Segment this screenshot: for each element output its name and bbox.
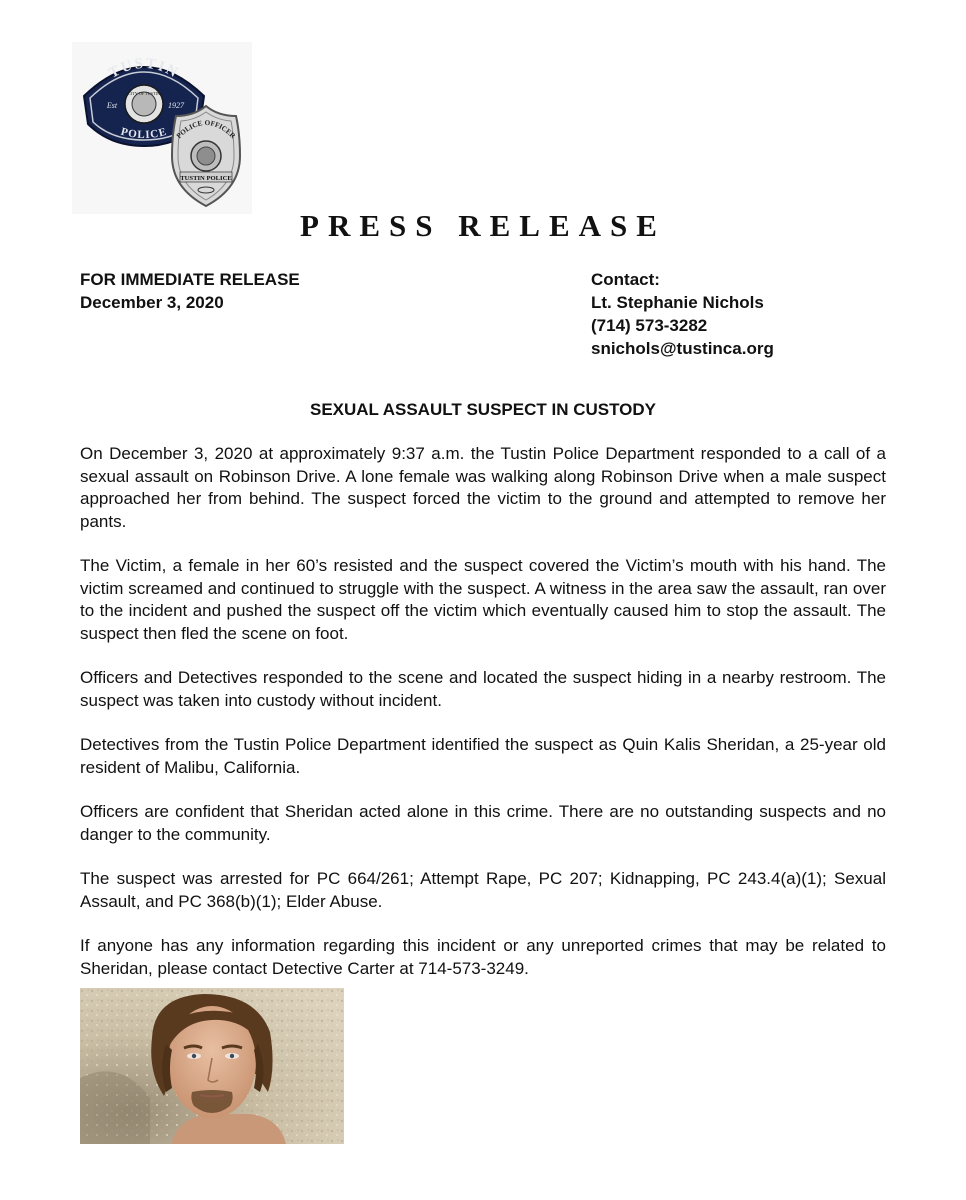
paragraph: If anyone has any information regarding this incident or any unreported crimes that may be related to Sheridan, please contact Detective Carter at 714-573-3249. <box>80 936 886 978</box>
tustin-police-logo <box>72 42 252 214</box>
release-info <box>80 268 300 314</box>
suspect-photo <box>80 988 344 1144</box>
paragraph: The Victim, a female in her 60’s resisted and the suspect covered the Victim’s mouth with his hand. The victim screamed and continued to struggle with the suspect. A witness in the area saw the assault, ran over to the incident and pushed the suspect off the victim which eventually caused him to stop the assault. The suspect then fled the scene on foot. <box>80 556 886 643</box>
officer-badge-icon <box>168 104 244 208</box>
patch-year-text: 1927 <box>168 101 184 110</box>
release-status: FOR IMMEDIATE RELEASE <box>80 270 300 289</box>
patch-top-text: TUSTIN <box>106 55 182 82</box>
headline: SEXUAL ASSAULT SUSPECT IN CUSTODY <box>309 400 657 419</box>
suspect-portrait-image <box>80 988 344 1144</box>
patch-seal-text: CITY OF TUSTIN <box>128 91 160 96</box>
badge-top-text: POLICE OFFICER <box>175 118 237 141</box>
contact-phone: (714) 573-3282 <box>591 316 708 335</box>
patch-est-text: Est <box>106 101 118 110</box>
patch-bottom-text: POLICE <box>119 125 169 142</box>
release-date: December 3, 2020 <box>80 293 224 312</box>
contact-name: Lt. Stephanie Nichols <box>591 293 764 312</box>
press-release-title: PRESS RELEASE <box>300 208 666 243</box>
contact-label: Contact: <box>591 270 660 289</box>
paragraph: On December 3, 2020 at approximately 9:37 a.m. the Tustin Police Department responded to a call of a sexual assault on Robinson Drive. A lone female was walking along Robinson Drive when a male suspect approached her from behind. The suspect forced the victim to the ground and attempted to remove her pants. <box>80 444 886 531</box>
paragraph: Detectives from the Tustin Police Department identified the suspect as Quin Kalis Sheridan, a 25-year old resident of Malibu, California. <box>80 735 886 777</box>
contact-info <box>591 268 774 360</box>
paragraph: Officers and Detectives responded to the scene and located the suspect hiding in a nearby restroom. The suspect was taken into custody without incident. <box>80 668 886 710</box>
contact-email: snichols@tustinca.org <box>591 339 774 358</box>
badge-bottom-text: TUSTIN POLICE <box>180 175 232 182</box>
paragraph: Officers are confident that Sheridan acted alone in this crime. There are no outstanding suspects and no danger to the community. <box>80 802 886 844</box>
paragraph: The suspect was arrested for PC 664/261; Attempt Rape, PC 207; Kidnapping, PC 243.4(a)(1); Sexual Assault, and PC 368(b)(1); Elder Abuse. <box>80 869 886 911</box>
release-body <box>80 443 886 1002</box>
